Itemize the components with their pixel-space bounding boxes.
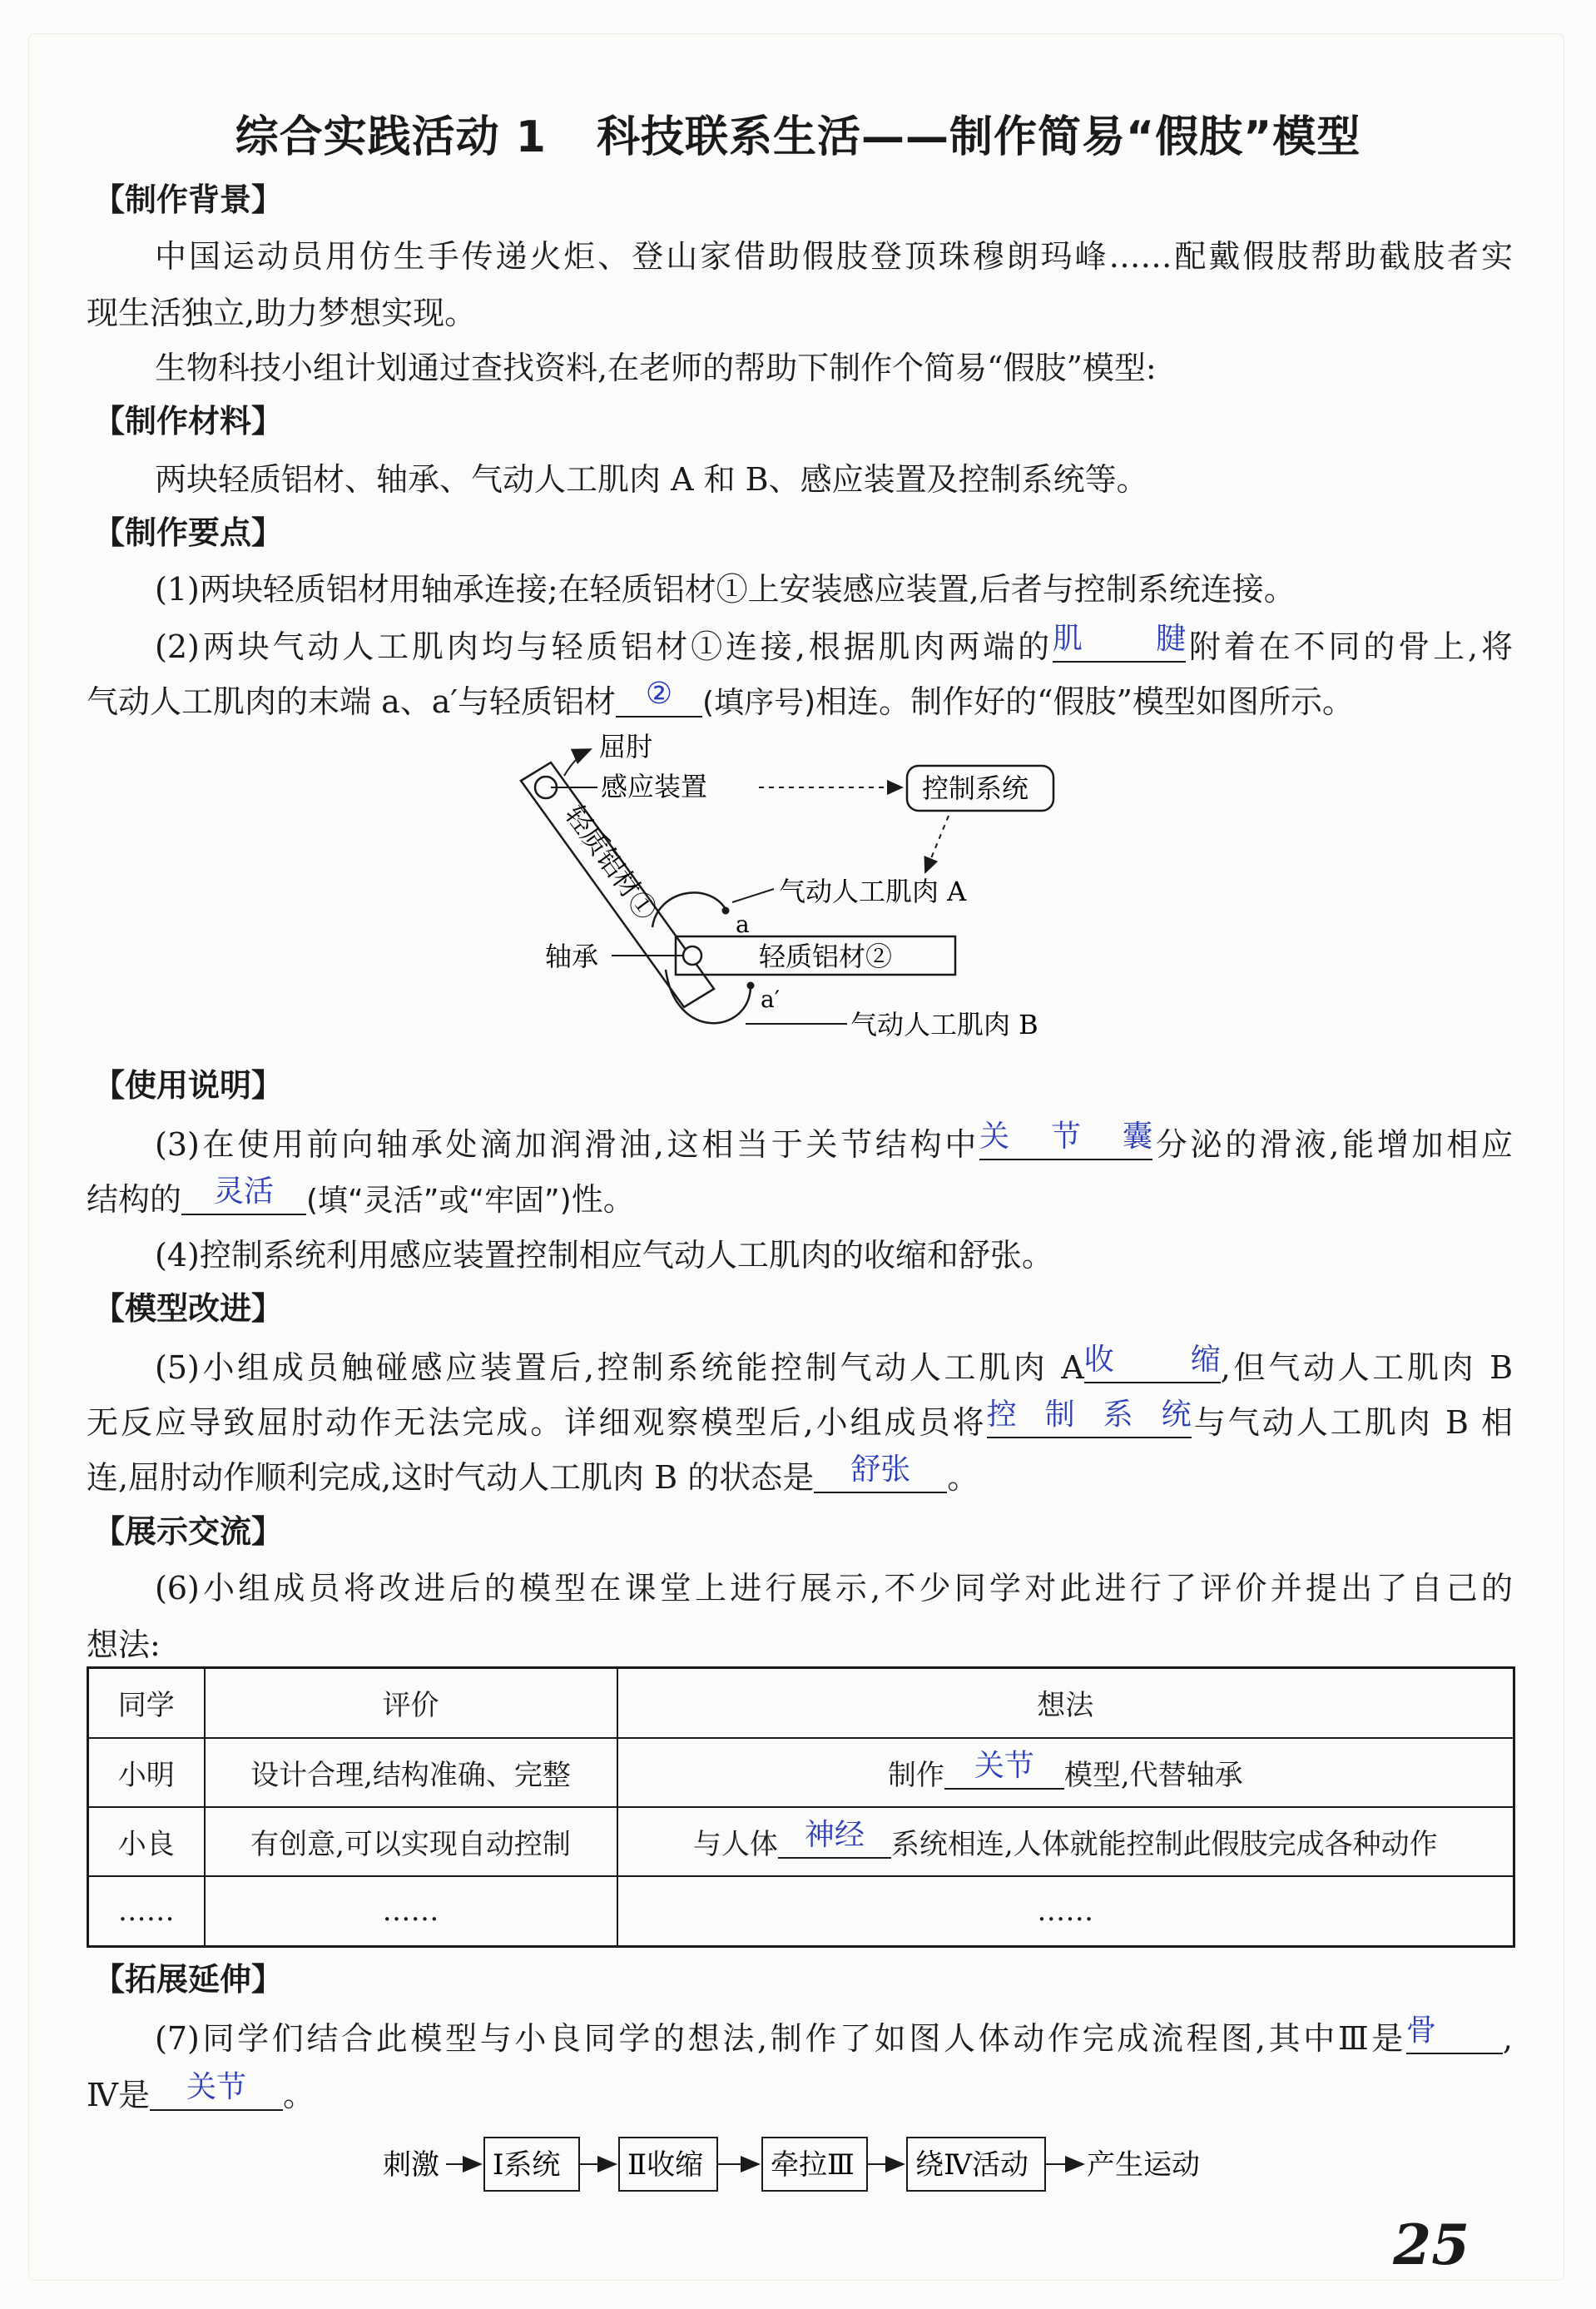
- student-evaluation: ……: [205, 1876, 617, 1946]
- table-header-row: [88, 1668, 1514, 1738]
- question-2-line-a: (2)两块气动人工肌肉均与轻质铝材①连接,根据肌肉两端的 肌腱 附着在不同的骨上,将: [155, 622, 1513, 665]
- student-idea: 制作 关节 模型,代替轴承: [617, 1738, 1514, 1807]
- bar-1-label: 轻质铝材①: [558, 799, 663, 926]
- question-7-line-a: (7)同学们结合此模型与小良同学的想法,制作了如图人体动作完成流程图,其中Ⅲ是 骨 ,: [155, 2014, 1513, 2057]
- muscle-b-end-dot: [747, 982, 755, 990]
- student-idea: ……: [617, 1876, 1514, 1946]
- answer-blank-relax[interactable]: [814, 1452, 947, 1493]
- answer-text: 神经: [804, 1818, 865, 1853]
- answer-text: 骨: [1405, 2014, 1436, 2048]
- student-evaluation: 有创意,可以实现自动控制: [205, 1807, 617, 1876]
- activity-title: 科技联系生活——制作简易“假肢”模型: [596, 112, 1361, 162]
- answer-blank-tendon[interactable]: [1053, 622, 1187, 663]
- flow-system-label: Ⅰ系统: [493, 2148, 561, 2182]
- end-a-label: a: [736, 911, 750, 938]
- table-row: [88, 1807, 1514, 1876]
- table-row: [88, 1876, 1514, 1946]
- section-materials: 【制作材料】: [93, 403, 284, 439]
- student-evaluation: 设计合理,结构准确、完整: [205, 1738, 617, 1807]
- answer-text: 舒张: [850, 1452, 911, 1487]
- answer-blank-flexible[interactable]: [181, 1174, 306, 1215]
- header-idea: 想法: [617, 1668, 1514, 1738]
- flow-rotate-label: 绕Ⅳ活动: [915, 2148, 1028, 2182]
- section-points: 【制作要点】: [93, 514, 284, 551]
- question-6-line-a: (6)小组成员将改进后的模型在课堂上进行展示,不少同学对此进行了评价并提出了自己的: [155, 1570, 1513, 1606]
- page-number: 25: [1393, 2212, 1470, 2277]
- answer-blank-capsule[interactable]: [979, 1120, 1153, 1160]
- answer-blank-joint[interactable]: [944, 1748, 1064, 1790]
- section-usage: 【使用说明】: [93, 1067, 284, 1104]
- control-to-muscle-arrow: [925, 816, 949, 872]
- question-5-line-b: 无反应导致屈肘动作无法完成。详细观察模型后,小组成员将 控制系统 与气动人工肌肉 B 相: [87, 1398, 1513, 1441]
- page-title: [0, 102, 1596, 164]
- question-7-line-b: Ⅳ是 关节 。: [87, 2070, 315, 2113]
- activity-number: 综合实践活动 1: [235, 112, 547, 162]
- question-6-line-b: 想法:: [87, 1626, 161, 1663]
- muscle-a-label: 气动人工肌肉 A: [779, 876, 967, 907]
- prosthesis-diagram: [499, 732, 1082, 1049]
- end-a2-label: a′: [761, 986, 781, 1013]
- question-2-line-b: 气动人工肌肉的末端 a、a′与轻质铝材 ② (填序号)相连。制作好的“假肢”模型如图所示。: [87, 677, 1354, 720]
- student-idea: 与人体 神经 系统相连,人体就能控制此假肢完成各种动作: [617, 1807, 1514, 1876]
- background-p1a: 中国运动员用仿生手传递火炬、登山家借助假肢登顶珠穆朗玛峰……配戴假肢帮助截肢者实: [155, 238, 1513, 275]
- flex-arrow: [564, 749, 591, 776]
- aluminium-bar-2: [676, 936, 955, 975]
- section-improve: 【模型改进】: [93, 1290, 284, 1327]
- control-system-label: 控制系统: [922, 772, 1029, 804]
- answer-blank-nerve[interactable]: [778, 1818, 891, 1859]
- answer-text: 控制系统: [986, 1398, 1192, 1432]
- answer-text: 灵活: [214, 1174, 275, 1209]
- bar-2-label: 轻质铝材②: [759, 941, 893, 972]
- question-4: (4)控制系统利用感应装置控制相应气动人工肌肉的收缩和舒张。: [155, 1237, 1053, 1274]
- movement-flowchart: [366, 2123, 1232, 2206]
- question-3-line-b: 结构的 灵活 (填“灵活”或“牢固”)性。: [87, 1174, 635, 1218]
- answer-blank-bar[interactable]: [616, 677, 702, 718]
- muscle-b-curve: [666, 970, 751, 1023]
- evaluation-table: [87, 1666, 1515, 1948]
- bearing-circle: [683, 946, 701, 965]
- muscle-a-leader: [732, 889, 774, 902]
- header-evaluation: 评价: [205, 1668, 617, 1738]
- question-3-line-a: (3)在使用前向轴承处滴加润滑油,这相当于关节结构中 关节囊 分泌的滑液,能增加相应: [155, 1120, 1513, 1163]
- answer-text: ②: [645, 677, 673, 711]
- sensor-label: 感应装置: [601, 771, 708, 802]
- student-name: 小良: [88, 1807, 205, 1876]
- answer-text: 关节: [974, 1748, 1034, 1783]
- question-5-line-a: (5)小组成员触碰感应装置后,控制系统能控制气动人工肌肉 A 收缩 ,但气动人工肌肉 B: [155, 1343, 1513, 1386]
- answer-blank-contract[interactable]: [1083, 1343, 1221, 1383]
- muscle-a-curve: [652, 892, 726, 927]
- student-name: 小明: [88, 1738, 205, 1807]
- flow-stimulus: 刺激: [383, 2148, 439, 2182]
- background-p1b: 现生活独立,助力梦想实现。: [87, 295, 477, 331]
- question-1: (1)两块轻质铝材用轴承连接;在轻质铝材①上安装感应装置,后者与控制系统连接。: [155, 571, 1296, 608]
- flow-contract-label: Ⅱ收缩: [627, 2148, 704, 2182]
- table-row: [88, 1738, 1514, 1807]
- background-p2: 生物科技小组计划通过查找资料,在老师的帮助下制作个简易“假肢”模型:: [155, 350, 1157, 386]
- answer-text: 关节: [186, 2070, 246, 2104]
- header-student: 同学: [88, 1668, 205, 1738]
- flow-pull-label: 牵拉Ⅲ: [771, 2148, 855, 2182]
- muscle-b-label: 气动人工肌肉 B: [850, 1009, 1038, 1040]
- section-exchange: 【展示交流】: [93, 1513, 284, 1550]
- answer-text: 收缩: [1083, 1343, 1221, 1377]
- answer-blank-control[interactable]: [986, 1398, 1192, 1438]
- student-name: ……: [88, 1876, 205, 1946]
- materials-text: 两块轻质铝材、轴承、气动人工肌肉 A 和 B、感应装置及控制系统等。: [155, 461, 1148, 498]
- answer-text: 肌腱: [1053, 622, 1187, 656]
- question-5-line-c: 连,屈肘动作顺利完成,这时气动人工肌肉 B 的状态是 舒张 。: [87, 1452, 979, 1496]
- bearing-label: 轴承: [545, 941, 599, 972]
- section-background: 【制作背景】: [93, 181, 284, 218]
- flow-movement: 产生运动: [1087, 2148, 1200, 2182]
- muscle-a-end-dot: [722, 907, 730, 915]
- flex-label: 屈肘: [599, 732, 653, 762]
- answer-text: 关节囊: [979, 1120, 1153, 1154]
- section-extend: 【拓展延伸】: [93, 1961, 284, 1998]
- answer-blank-bone[interactable]: [1405, 2014, 1503, 2054]
